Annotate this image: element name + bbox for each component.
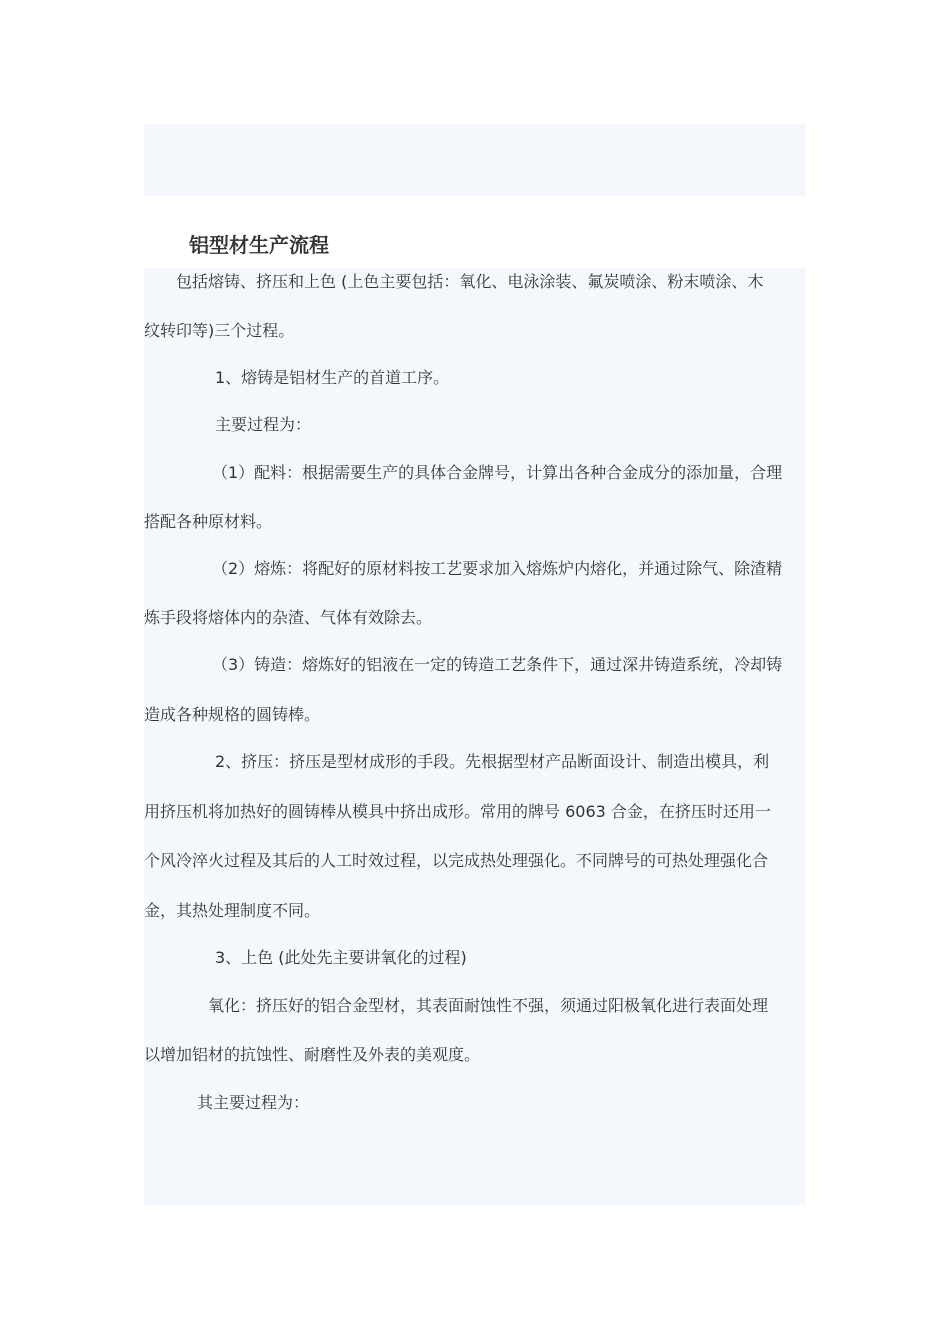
paragraph-line: 造成各种规格的圆铸棒。 — [144, 705, 321, 724]
section-heading: 2、挤压：挤压是型材成形的手段。先根据型材产品断面设计、制造出模具，利 — [215, 752, 770, 771]
paragraph-line: 纹转印等)三个过程。 — [144, 321, 295, 340]
paragraph-line: 炼手段将熔体内的杂渣、气体有效除去。 — [144, 608, 433, 627]
paragraph-line: （3）铸造：熔炼好的铝液在一定的铸造工艺条件下，通过深井铸造系统，冷却铸 — [212, 655, 783, 674]
paragraph-line: 氧化：挤压好的铝合金型材，其表面耐蚀性不强，须通过阳极氧化进行表面处理 — [208, 996, 769, 1015]
document-title: 铝型材生产流程 — [189, 233, 329, 257]
paragraph-line: （1）配料：根据需要生产的具体合金牌号，计算出各种合金成分的添加量，合理 — [212, 463, 783, 482]
section-heading: 1、熔铸是铝材生产的首道工序。 — [215, 368, 450, 387]
paragraph-line: 用挤压机将加热好的圆铸棒从模具中挤出成形。常用的牌号 6063 合金，在挤压时还用一 — [144, 802, 771, 821]
paragraph-line: 以增加铝材的抗蚀性、耐磨性及外表的美观度。 — [144, 1045, 481, 1064]
section-heading: 3、上色 (此处先主要讲氧化的过程) — [215, 948, 467, 967]
paragraph-line: 金，其热处理制度不同。 — [144, 901, 321, 920]
paragraph-line: （2）熔炼：将配好的原材料按工艺要求加入熔炼炉内熔化，并通过除气、除渣精 — [212, 559, 783, 578]
paragraph-line: 包括熔铸、挤压和上色 (上色主要包括：氧化、电泳涂装、氟炭喷涂、粉末喷涂、木 — [176, 272, 764, 291]
paragraph-line: 个风冷淬火过程及其后的人工时效过程，以完成热处理强化。不同牌号的可热处理强化合 — [144, 851, 769, 870]
paragraph-line: 其主要过程为： — [197, 1093, 310, 1112]
paragraph-line: 搭配各种原材料。 — [144, 512, 273, 531]
header-band — [144, 124, 806, 196]
paragraph-line: 主要过程为： — [215, 415, 312, 434]
